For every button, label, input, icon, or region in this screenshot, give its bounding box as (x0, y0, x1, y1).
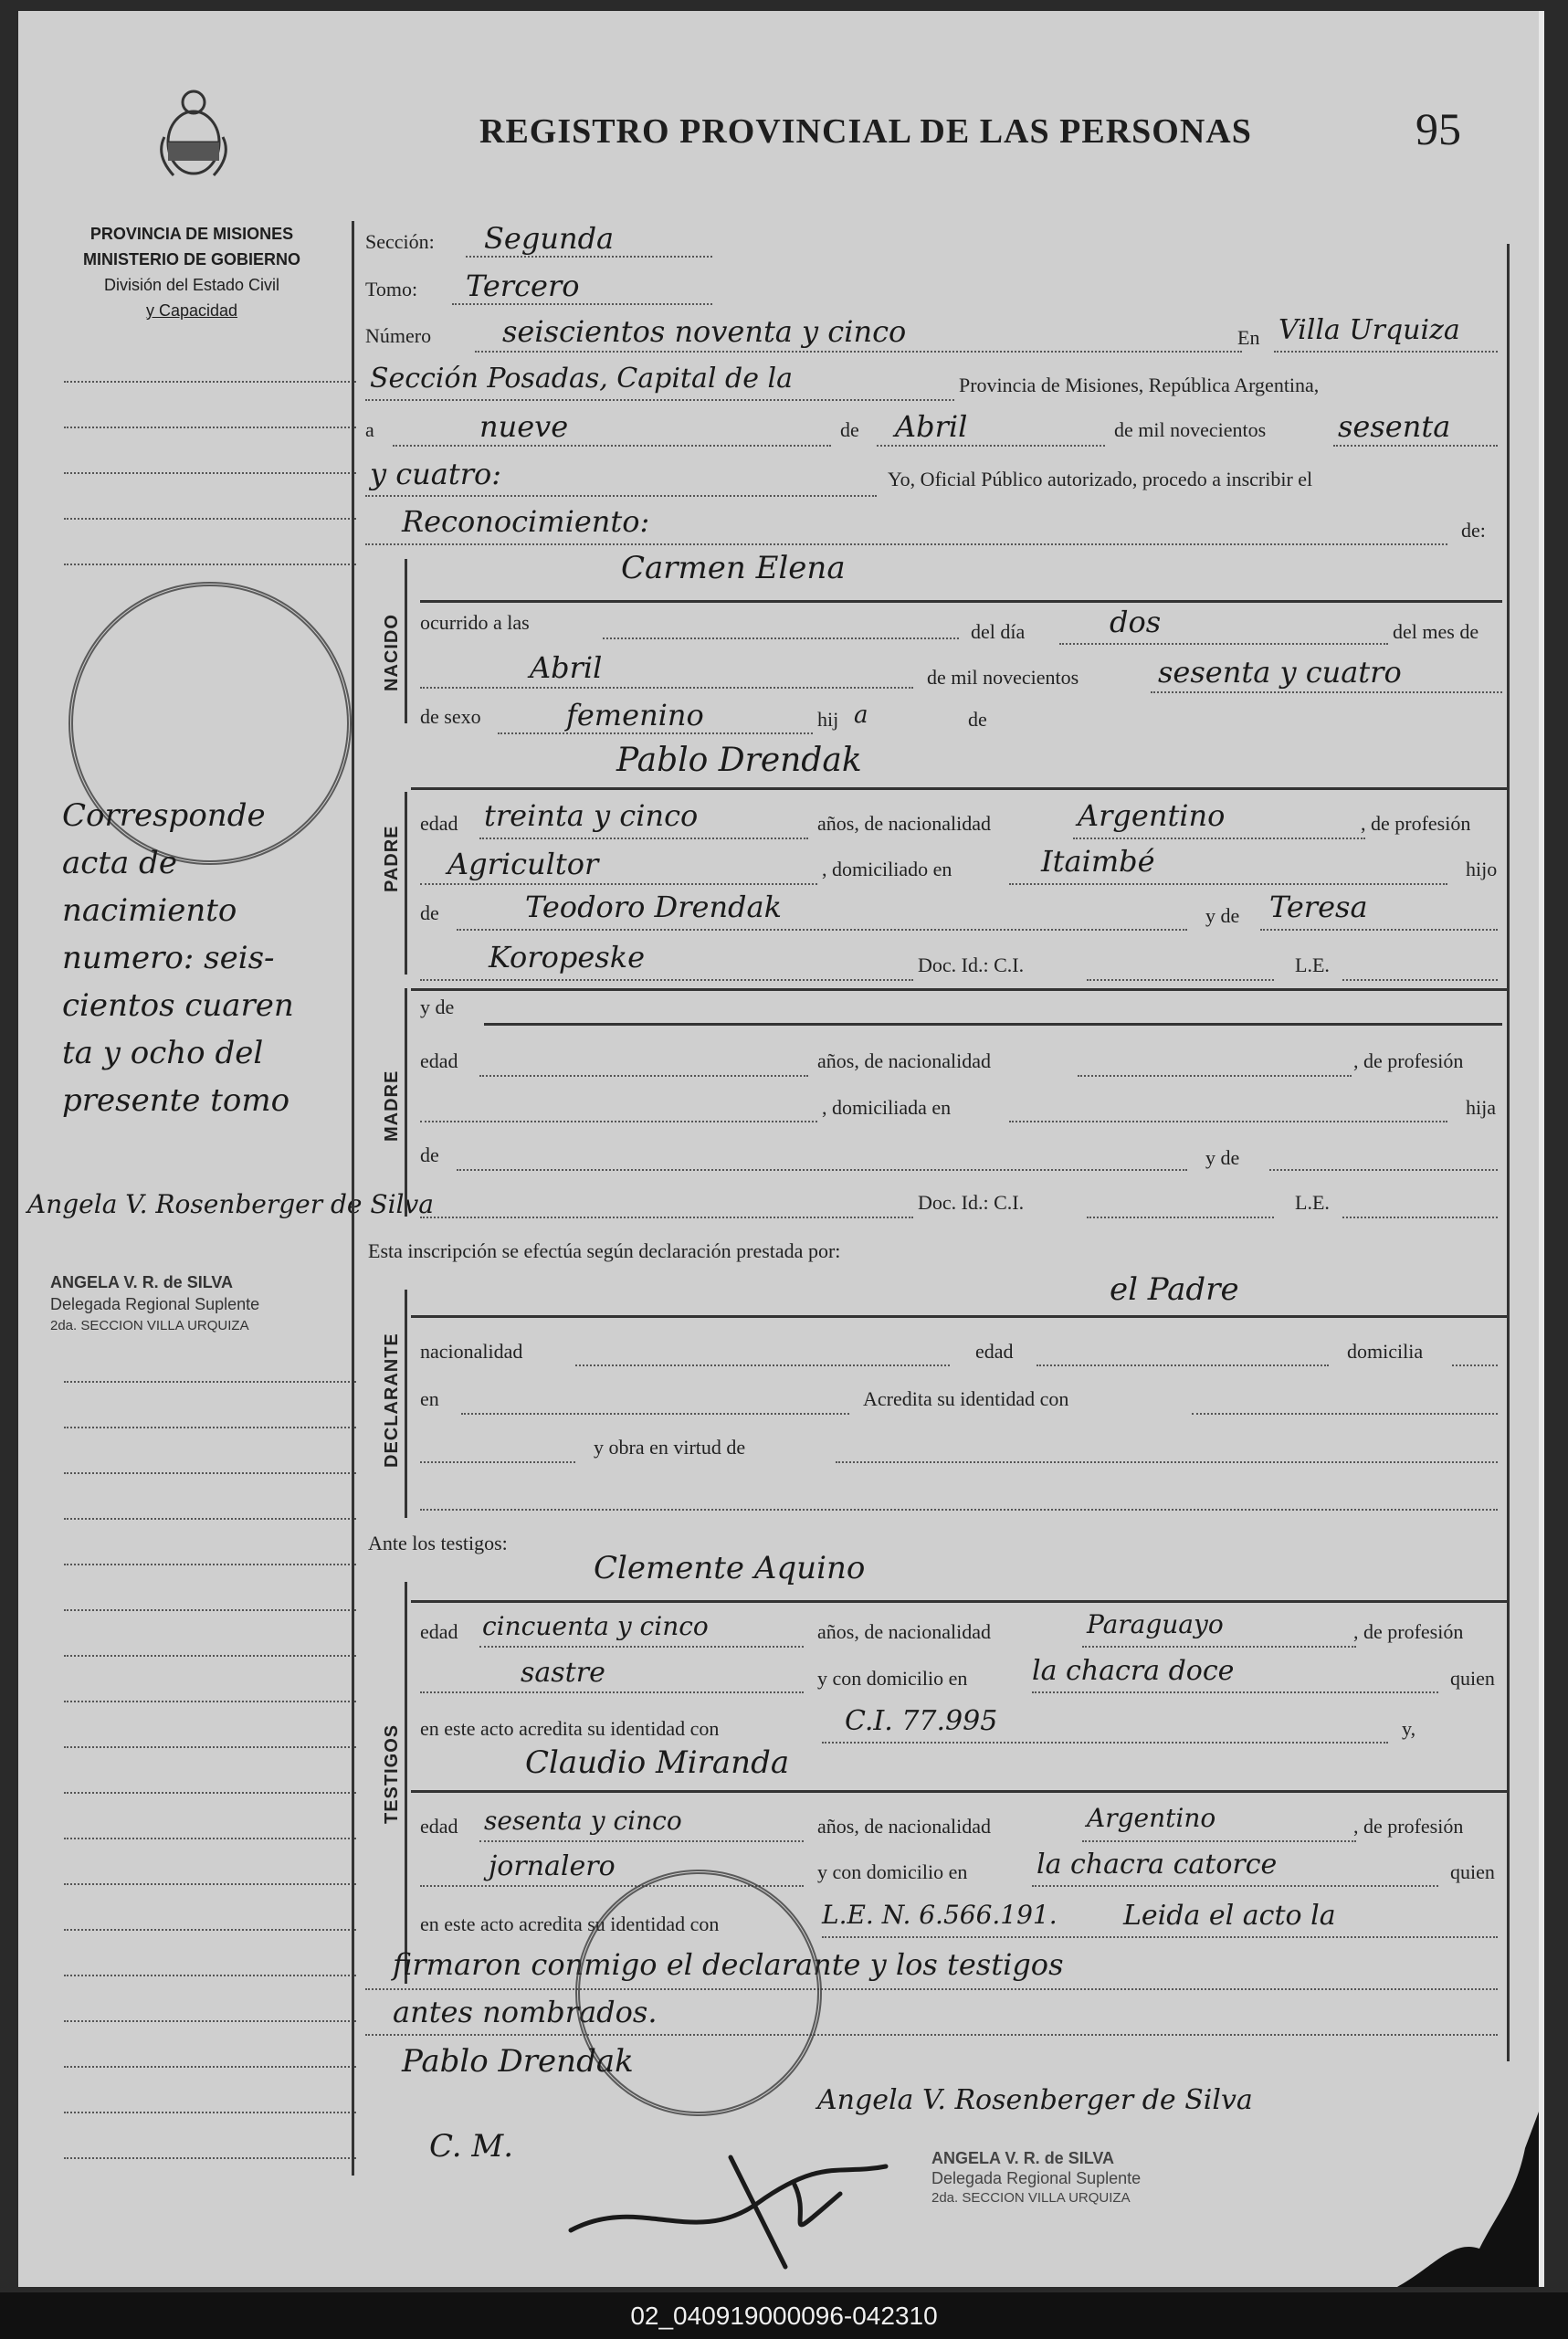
padre-profesion-value: Agricultor (447, 847, 599, 881)
del-mes-label: del mes de (1393, 620, 1479, 643)
madre-y-de-label: y de (420, 996, 455, 1018)
nacido-de-label: de (968, 708, 987, 731)
register-page (18, 11, 1544, 2287)
de-end-label: de: (1461, 519, 1486, 542)
nacido-section-label: NACIDO (382, 614, 402, 691)
testigo-1-profesion: sastre (521, 1657, 605, 1689)
testigo-2-name: Claudio Miranda (525, 1744, 790, 1781)
madre-profesion-label: , de profesión (1353, 1049, 1464, 1072)
act-value: Reconocimiento: (402, 504, 650, 539)
stamp-name: ANGELA V. R. de SILVA (931, 2149, 1115, 2167)
en-label: En (1237, 326, 1260, 349)
testigo-1-profesion-label: , de profesión (1353, 1620, 1464, 1643)
abuela-value: Teresa (1269, 890, 1368, 924)
issuer-block (46, 221, 338, 323)
margin-signature: Angela V. Rosenberger de Silva (27, 1189, 434, 1219)
tomo-value: Tercero (466, 269, 580, 303)
padre-edad-label: edad (420, 812, 458, 835)
year-value: sesenta (1338, 409, 1451, 444)
padre-hijo-label: hijo (1466, 858, 1498, 880)
division-label: División del Estado Civil (103, 276, 280, 294)
testigo-1-edad-label: edad (420, 1620, 458, 1643)
signature-oficial: Angela V. Rosenberger de Silva (817, 2084, 1253, 2116)
numero-value: seiscientos noventa y cinco (502, 314, 907, 349)
child-name: Carmen Elena (621, 550, 846, 586)
closing-line-3: antes nombrados. (393, 1995, 658, 2029)
declarante-edad-label: edad (975, 1340, 1014, 1363)
stamp-name: ANGELA V. R. de SILVA (50, 1273, 234, 1291)
page-title: REGISTRO PROVINCIAL DE LAS PERSONAS (479, 112, 1252, 151)
madre-section-label: MADRE (382, 1069, 402, 1142)
padre-doc-label: Doc. Id.: C.I. (918, 954, 1025, 976)
padre-y-de-label: y de (1205, 904, 1240, 927)
madre-de-label: de (420, 1143, 439, 1166)
province-label: PROVINCIA DE MISIONES (89, 225, 294, 243)
margin-note-line: nacimiento (62, 892, 237, 929)
madre-edad-label: edad (420, 1049, 458, 1072)
testigo-1-acredita-label: en este acto acredita su identidad con (420, 1717, 720, 1740)
stamp-office: 2da. SECCION VILLA URQUIZA (931, 2190, 1131, 2206)
testigo-1-doc: C.I. 77.995 (845, 1705, 998, 1737)
mil-label: de mil novecientos (927, 666, 1079, 689)
ministry-label: MINISTERIO DE GOBIERNO (82, 250, 301, 269)
testigo-2-profesion-label: , de profesión (1353, 1815, 1464, 1838)
declarante-domicilia-label: domicilia (1347, 1340, 1424, 1363)
testigos-section-label: TESTIGOS (382, 1723, 402, 1824)
bottom-stamp-text (931, 2148, 1141, 2208)
del-dia-label: del día (971, 620, 1026, 643)
testigo-2-nacionalidad: Argentino (1087, 1803, 1216, 1833)
tomo-label: Tomo: (365, 278, 418, 300)
year-label: de mil novecientos (1114, 418, 1267, 441)
testigo-1-domicilio-label: y con domicilio en (817, 1667, 968, 1690)
anio-value: sesenta y cuatro (1158, 655, 1402, 690)
year-value-2: y cuatro: (370, 457, 502, 491)
madre-anios-label: años, de nacionalidad (817, 1049, 991, 1072)
seccion-label: Sección: (365, 230, 435, 253)
provincia-text: Provincia de Misiones, República Argentina, (959, 374, 1320, 396)
declarante-intro: Esta inscripción se efectúa según declaración prestada por: (368, 1239, 841, 1262)
margin-note-line: presente tomo (62, 1082, 290, 1119)
en-value: Villa Urquiza (1279, 314, 1460, 346)
numero-label: Número (365, 324, 432, 347)
closing-line-2: firmaron conmigo el declarante y los testigos (393, 1947, 1064, 1982)
division-label-2: y Capacidad (145, 301, 238, 320)
ocurrido-label: ocurrido a las (420, 611, 530, 634)
day-value: nueve (479, 409, 569, 444)
de-label: de (840, 418, 859, 441)
image-id-footer (0, 2292, 1568, 2339)
stamp-role: Delegada Regional Suplente (931, 2169, 1142, 2187)
testigo-2-domicilio: la chacra catorce (1037, 1849, 1278, 1881)
stamp-role: Delegada Regional Suplente (50, 1295, 260, 1313)
hij-suffix: a (854, 701, 868, 729)
madre-y-de2-label: y de (1205, 1146, 1240, 1169)
margin-stamp (50, 1271, 259, 1337)
testigo-2-doc: L.E. N. 6.566.191. (822, 1900, 1058, 1930)
seccion-value: Segunda (484, 221, 615, 256)
stamp-office: 2da. SECCION VILLA URQUIZA (50, 1318, 249, 1333)
testigo-1-quien: quien (1450, 1667, 1495, 1690)
padre-anios-label: años, de nacionalidad (817, 812, 991, 835)
coat-of-arms-icon (155, 82, 232, 184)
declarante-acredita-label: Acredita su identidad con (863, 1387, 1069, 1410)
closing-line-1: Leida el acto la (1123, 1900, 1336, 1932)
hij-label: hij (817, 708, 839, 731)
mes-value: Abril (530, 650, 603, 685)
declarante-nacionalidad-label: nacionalidad (420, 1340, 523, 1363)
sexo-value: femenino (566, 698, 704, 732)
margin-note (62, 792, 363, 1124)
signature-scrawl-icon (566, 2139, 895, 2276)
margin-note-line: numero: seis- (62, 940, 275, 976)
margin-note-line: acta de (62, 845, 177, 881)
padre-name: Pablo Drendak (616, 742, 862, 779)
signature-padre: Pablo Drendak (402, 2043, 634, 2080)
declarante-obra-label: y obra en virtud de (594, 1436, 746, 1459)
a-label: a (365, 418, 374, 441)
madre-doc-label: Doc. Id.: C.I. (918, 1191, 1025, 1214)
testigos-intro: Ante los testigos: (368, 1532, 508, 1554)
padre-section-label: PADRE (382, 825, 402, 892)
testigo-2-quien: quien (1450, 1860, 1495, 1883)
margin-note-line: cientos cuaren (62, 987, 294, 1024)
madre-domiciliada-label: , domiciliada en (822, 1096, 952, 1119)
testigo-2-profesion: jornalero (489, 1850, 616, 1882)
padre-nacionalidad-value: Argentino (1078, 798, 1226, 833)
signature-mark: C. M. (429, 2128, 514, 2165)
testigo-1-anios-label: años, de nacionalidad (817, 1620, 991, 1643)
month-value: Abril (895, 409, 968, 444)
declarante-value: el Padre (1110, 1271, 1239, 1308)
padre-domicilio-value: Itaimbé (1041, 844, 1155, 879)
testigo-2-edad: sesenta y cinco (484, 1806, 682, 1836)
margin-note-line: ta y ocho del (62, 1035, 264, 1071)
testigo-2-acredita-label: en este acto acredita su identidad con (420, 1912, 720, 1935)
testigo-1-domicilio: la chacra doce (1032, 1655, 1235, 1687)
padre-domiciliado-label: , domiciliado en (822, 858, 952, 880)
padre-le-label: L.E. (1295, 954, 1330, 976)
image-id-label: 02_040919000096-042310 (630, 2302, 938, 2330)
abuela-value-2: Koropeske (489, 940, 646, 975)
padre-profesion-label: , de profesión (1361, 812, 1471, 835)
testigo-2-anios-label: años, de nacionalidad (817, 1815, 991, 1838)
abuelo-value: Teodoro Drendak (525, 890, 782, 924)
testigo-1-y: y, (1402, 1717, 1416, 1740)
torn-corner-icon (1397, 2112, 1539, 2287)
testigo-2-edad-label: edad (420, 1815, 458, 1838)
margin-note-line: Corresponde (62, 797, 266, 834)
declarante-section-label: DECLARANTE (382, 1333, 402, 1468)
sexo-label: de sexo (420, 705, 481, 728)
testigo-1-edad: cincuenta y cinco (482, 1611, 709, 1641)
testigo-2-domicilio-label: y con domicilio en (817, 1860, 968, 1883)
madre-le-label: L.E. (1295, 1191, 1330, 1214)
madre-hija-label: hija (1466, 1096, 1496, 1119)
testigo-1-name: Clemente Aquino (594, 1550, 866, 1586)
place-value: Sección Posadas, Capital de la (370, 363, 793, 395)
padre-de-label: de (420, 901, 439, 924)
yo-text: Yo, Oficial Público autorizado, procedo a inscribir el (888, 468, 1313, 490)
dia-value: dos (1110, 605, 1162, 639)
page-number: 95 (1415, 103, 1461, 154)
declarante-en-label: en (420, 1387, 439, 1410)
padre-edad-value: treinta y cinco (484, 798, 699, 833)
testigo-1-nacionalidad: Paraguayo (1087, 1609, 1224, 1639)
